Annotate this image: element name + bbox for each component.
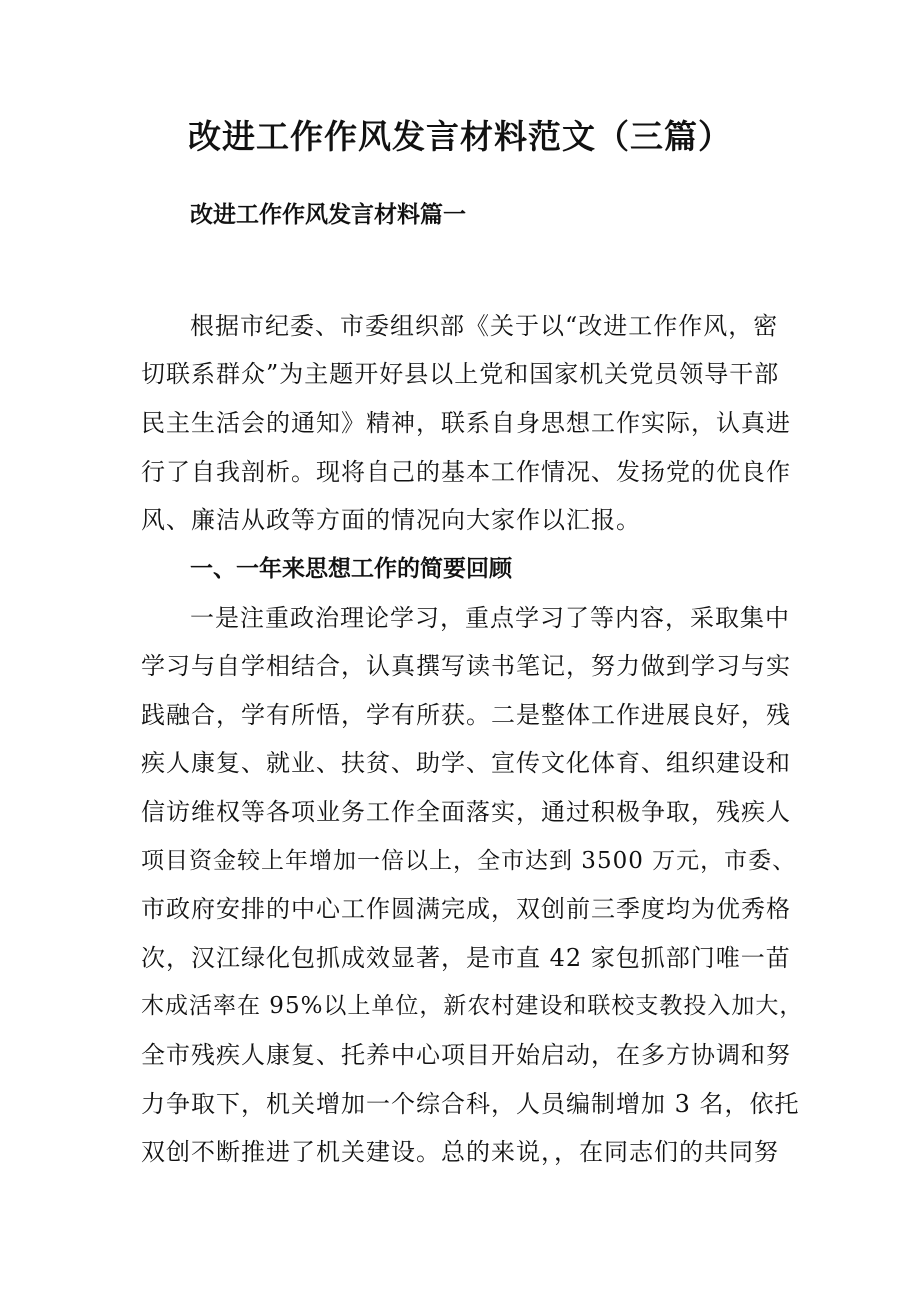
paragraph-line: 切联系群众”为主题开好县以上党和国家机关党员领导干部: [141, 360, 780, 388]
paragraph-line: 全市残疾人康复、托养中心项目开始启动，在多方协调和努: [141, 1041, 791, 1069]
paragraph-line: 信访维权等各项业务工作全面落实，通过积极争取，残疾人: [141, 798, 791, 826]
paragraph-line: 风、廉洁从政等方面的情况向大家作以汇报。: [141, 506, 641, 534]
paragraph-line: 行了自我剖析。现将自己的基本工作情况、发扬党的优良作: [141, 458, 791, 486]
paragraph-line: 根据市纪委、市委组织部《关于以“改进工作作风，密: [190, 312, 779, 340]
paragraph-line: 市政府安排的中心工作圆满完成，双创前三季度均为优秀格: [141, 895, 791, 923]
paragraph-line: 木成活率在 95%以上单位，新农村建设和联校支教投入加大，: [141, 993, 804, 1019]
subheading: 一、一年来思想工作的简要回顾: [190, 555, 512, 582]
paragraph-line: 项目资金较上年增加一倍以上，全市达到 3500 万元，市委、: [141, 848, 797, 874]
paragraph-line: 一是注重政治理论学习，重点学习了等内容，采取集中: [190, 604, 790, 632]
paragraph-line: 双创不断推进了机关建设。总的来说，，在同志们的共同努: [141, 1138, 779, 1166]
paragraph-line: 疾人康复、就业、扶贫、助学、宣传文化体育、组织建设和: [141, 749, 791, 777]
paragraph-line: 次，汉江绿化包抓成效显著，是市直 42 家包抓部门唯一苗: [141, 944, 791, 972]
section-heading: 改进工作作风发言材料篇一: [190, 201, 466, 228]
paragraph-line: 力争取下，机关增加一个综合科，人员编制增加 3 名，依托: [141, 1090, 800, 1118]
paragraph-line: 学习与自学相结合，认真撰写读书笔记，努力做到学习与实: [141, 652, 791, 680]
document-title: 改进工作作风发言材料范文（三篇）: [188, 117, 732, 156]
paragraph-line: 践融合，学有所悟，学有所获。二是整体工作进展良好，残: [141, 701, 791, 729]
paragraph-line: 民主生活会的通知》精神，联系自身思想工作实际，认真进: [141, 409, 791, 437]
